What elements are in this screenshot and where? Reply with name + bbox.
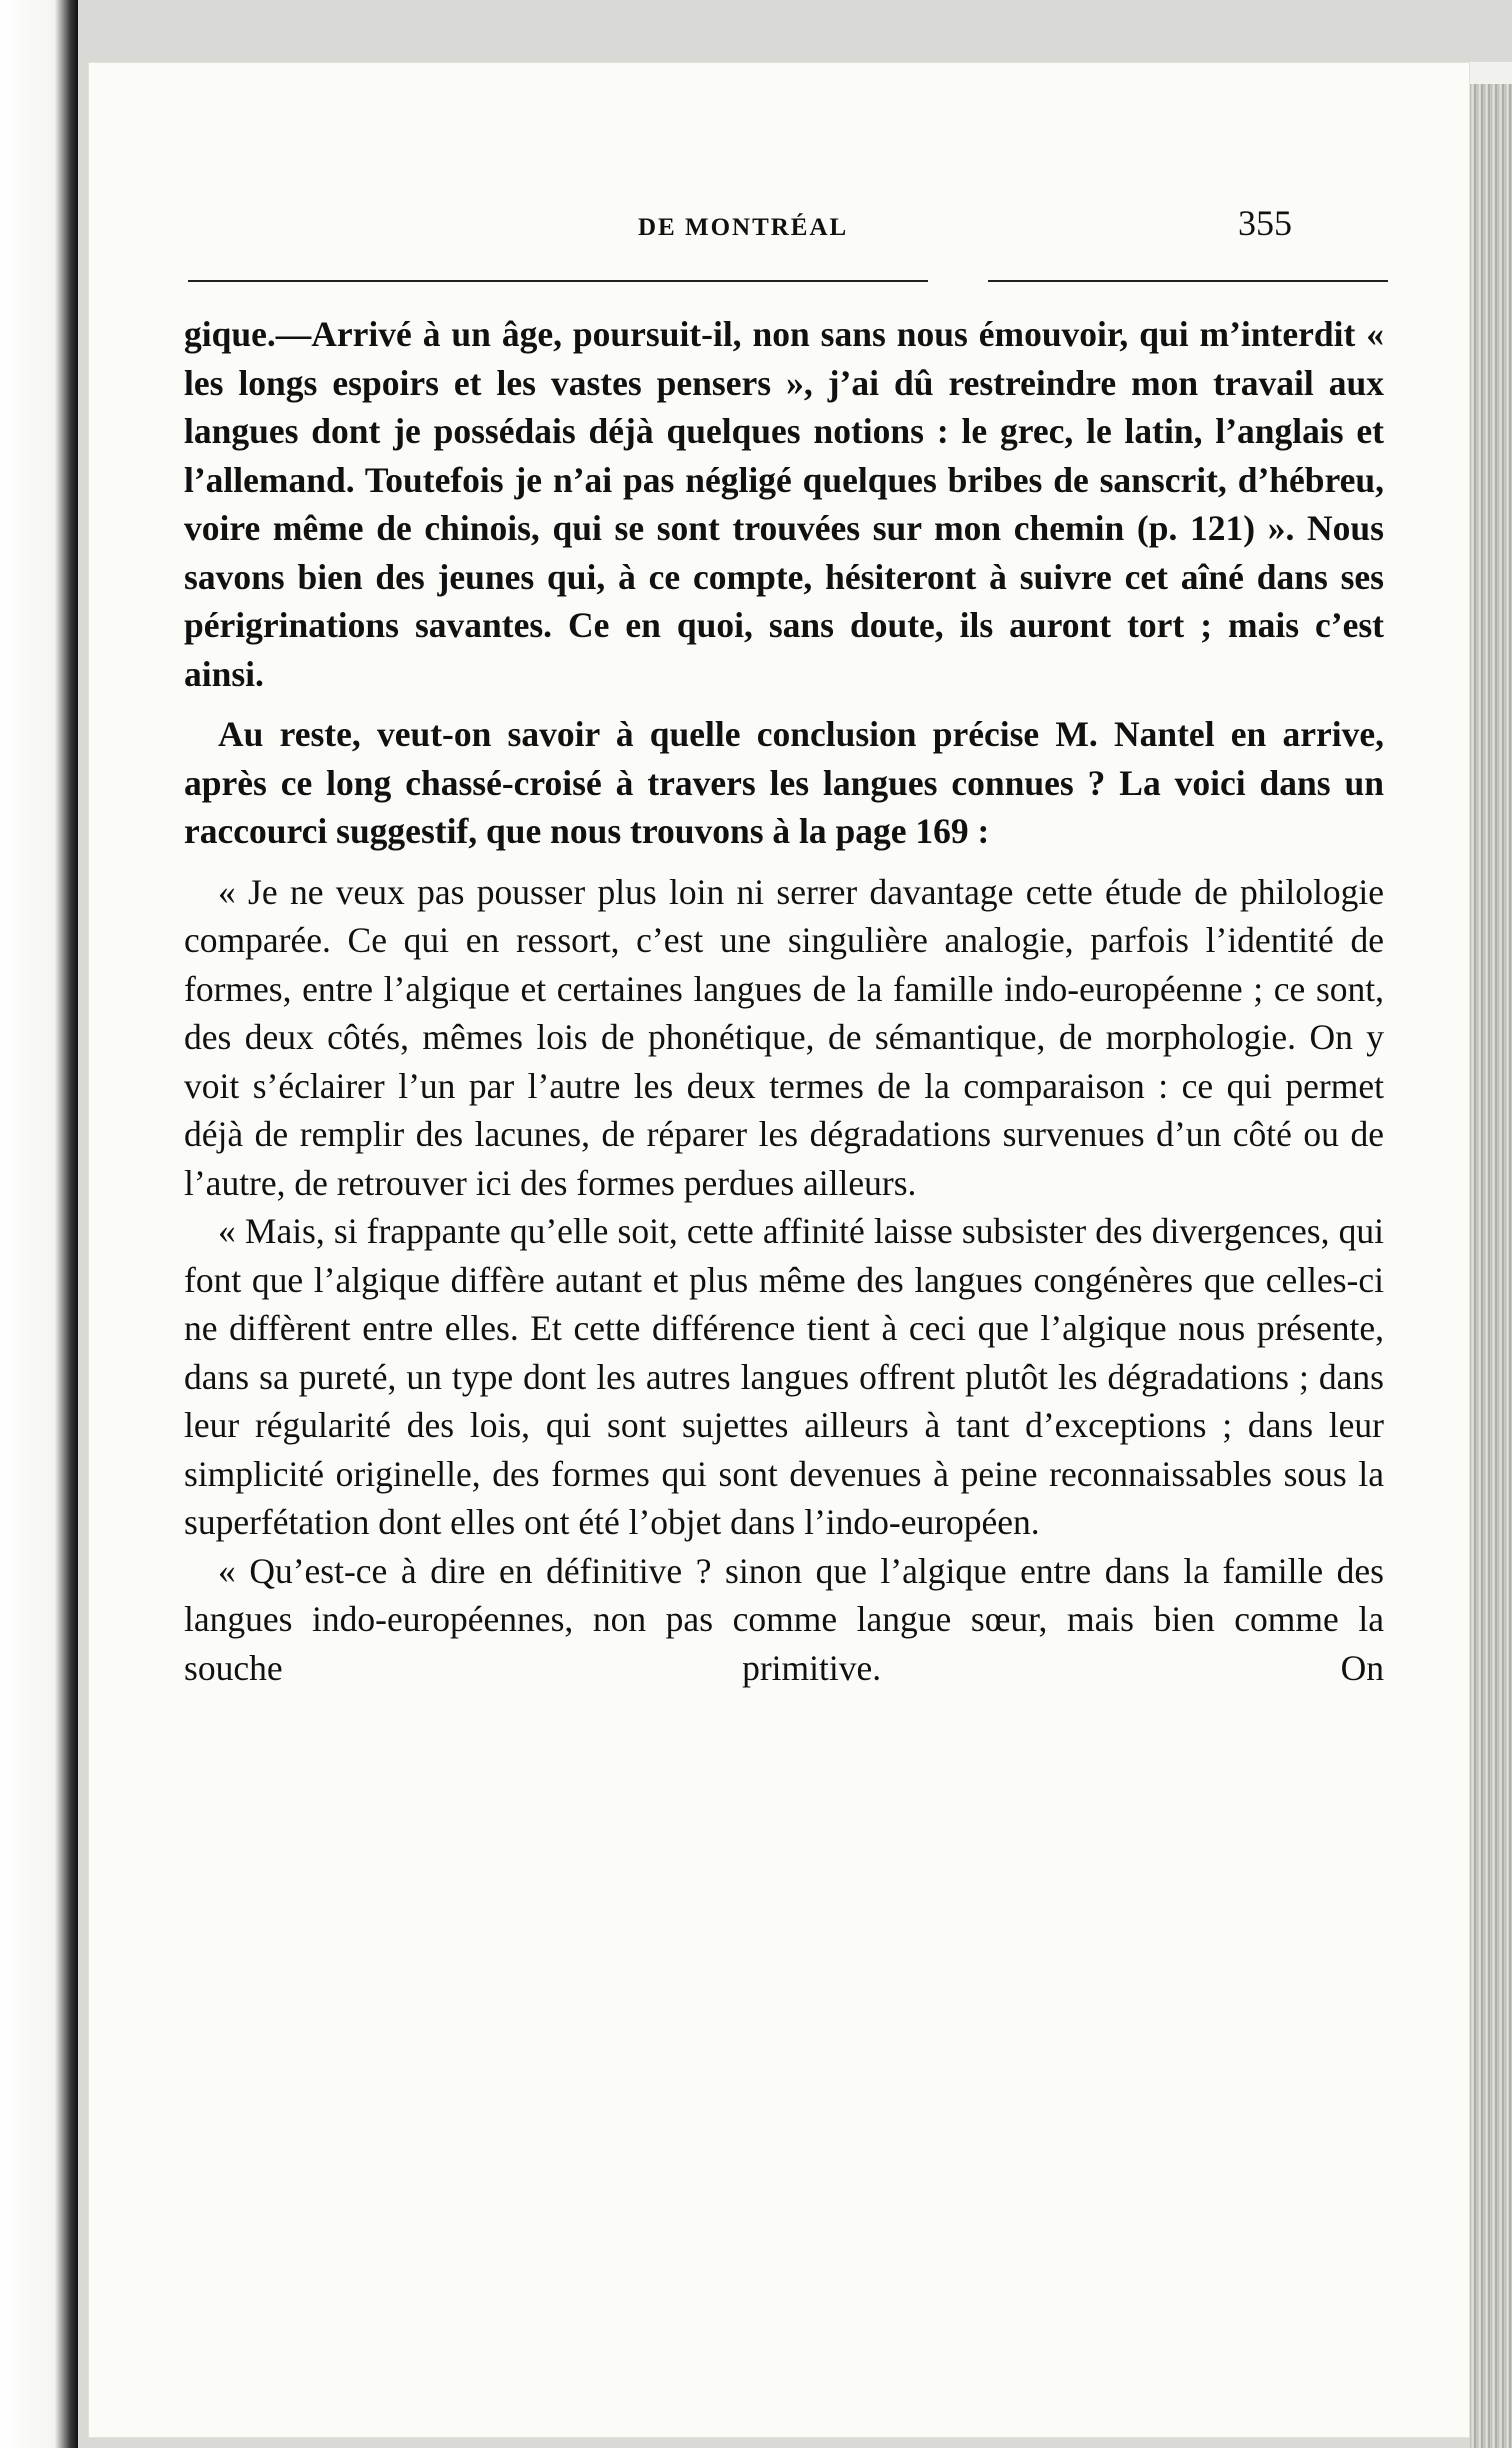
header-rule xyxy=(988,280,1388,282)
running-head: DE MONTRÉAL xyxy=(638,214,849,241)
page-number: 355 xyxy=(1238,203,1292,243)
quoted-paragraph: « Qu’est-ce à dire en définitive ? sinon que l’algique entre dans la famille des langues indo-européennes, non pas comme langue sœur, mais bien comme la souche primitive. On xyxy=(184,1550,1384,1688)
book-page xyxy=(88,62,1470,2438)
header-rule xyxy=(188,280,928,282)
quoted-paragraph: « Mais, si frappante qu’elle soit, cette affinité laisse subsister des divergences, qui font que l’algique diffère autant et plus même des langues congénères que celles-ci ne diffèrent entre elles. Et cette différence tient à ceci que l’algique nous présente, dans sa pureté, un type dont les autres langues offrent plutôt les dégradations ; dans leur régularité des lois, qui sont sujettes ailleurs à tant d’exceptions ; dans leur simplicité originelle, des formes qui sont devenues à peine reconnaissables sous la superfétation dont elles ont été l’objet dans l’indo-européen. xyxy=(184,1211,1384,1542)
page-header xyxy=(88,202,1470,252)
adjacent-page-edge xyxy=(0,0,78,2448)
quoted-paragraph: « Je ne veux pas pousser plus loin ni serrer davantage cette étude de philologie comparée. Ce qui en ressort, c’est une singulière analogie, parfois l’identité de formes, entre l’algique et certaines langues de la famille indo-européenne ; ce sont, des deux côtés, mêmes lois de phonétique, de sémantique, de morphologie. On y voit s’éclairer l’un par l’autre les deux termes de la comparaison : ce qui permet déjà de remplir des lacunes, de réparer les dégradations survenues d’un côté ou de l’autre, de retrouver ici des formes perdues ailleurs. xyxy=(184,871,1384,1203)
page-stack-edge xyxy=(1470,84,1512,2448)
body-text xyxy=(184,310,1384,1692)
paragraph: gique.—Arrivé à un âge, poursuit-il, non sans nous émouvoir, qui m’interdit « les longs espoirs et les vastes pensers », j’ai dû restreindre mon travail aux langues dont je possédais déjà quelques notions : le grec, le latin, l’anglais et l’allemand. Toutefois je n’ai pas négligé quelques bribes de sanscrit, d’hébreu, voire même de chinois, qui se sont trouvées sur mon chemin (p. 121) ». Nous savons bien des jeunes qui, à ce compte, hésiteront à suivre cet aîné dans ses périgrinations savantes. Ce en quoi, sans doute, ils auront tort ; mais c’est ainsi. xyxy=(184,314,1384,694)
page-stack-top xyxy=(1470,62,1512,84)
paragraph: Au reste, veut-on savoir à quelle conclusion précise M. Nantel en arrive, après ce long chassé-croisé à travers les langues connues ? La voici dans un raccourci suggestif, que nous trouvons à la page 169 : xyxy=(184,714,1384,851)
